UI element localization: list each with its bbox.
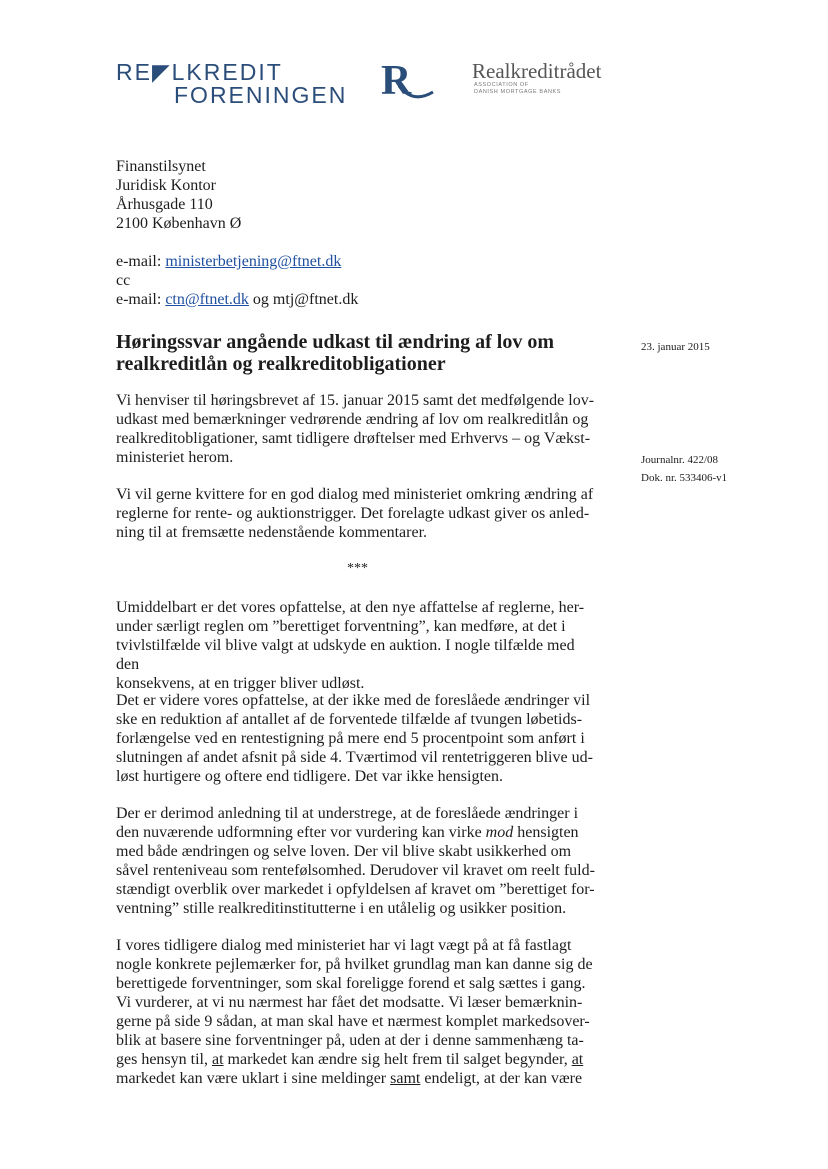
text-line: gerne på side 9 sådan, at man skal have et nærmest komplet markedsover- [116, 1013, 590, 1030]
text-line: ske en reduktion af antallet af de forventede tilfælde af tvungen løbetids- [116, 711, 583, 728]
paragraph-6 [116, 936, 600, 1088]
text-line [116, 1069, 600, 1088]
email-label: e-mail: [116, 291, 162, 308]
address-line: 2100 København Ø [116, 215, 242, 232]
letter-date: 23. januar 2015 [641, 341, 710, 353]
email-link-ctn[interactable]: ctn@ftnet.dk [165, 291, 249, 308]
text-line: slutningen af andet afsnit på side 4. Tværtimod vil rentetriggeren blive ud- [116, 749, 593, 766]
realkreditraadet-logo [472, 60, 601, 95]
recipient-address [116, 157, 241, 233]
realkreditforeningen-logo [116, 60, 347, 106]
text-line: ministeriet herom. [116, 449, 234, 466]
text-line: løst hurtigere og oftere end tidligere. Det var ikke hensigten. [116, 768, 503, 785]
text-line: Der er derimod anledning til at understrege, at de foreslåede ændringer i [116, 805, 579, 822]
paragraph-1 [116, 391, 600, 467]
text-line: berettigede forventninger, som skal foreligge forend et salg sættes i gang. [116, 975, 586, 992]
text-line: nogle konkrete pejlemærker for, på hvilket grundlag man kan danne sig de [116, 956, 593, 973]
email-label: e-mail: [116, 253, 162, 270]
text-segment: markedet kan ændre sig helt frem til salget begynder, [227, 1051, 568, 1068]
underlined-at: at [212, 1051, 224, 1068]
emphasis-mod: mod [485, 824, 514, 841]
text-line: ventning” stille realkreditinstitutterne i en utålelig og usikker position. [116, 900, 567, 917]
journal-number: Journalnr. 422/08 [641, 454, 718, 466]
text-segment: markedet kan være uklart i sine meldinger [116, 1070, 387, 1087]
email-block [116, 252, 358, 309]
address-line: Århusgade 110 [116, 196, 213, 213]
text-line [116, 823, 600, 842]
text-line: stændigt overblik over markedet i opfyldelsen af kravet om ”berettiget for- [116, 881, 595, 898]
address-line: Finanstilsynet [116, 158, 206, 175]
text-line: under særligt reglen om ”berettiget forventning”, kan medføre, at det i [116, 618, 566, 635]
underlined-at: at [571, 1051, 584, 1068]
text-segment: ges hensyn til, [116, 1051, 208, 1068]
text-line [116, 1050, 600, 1069]
underlined-samt: samt [390, 1070, 421, 1087]
address-line: Juridisk Kontor [116, 177, 216, 194]
letter-meta [641, 451, 727, 487]
og-text: og [252, 291, 269, 308]
logo-name: Realkreditrådet [472, 59, 602, 83]
text-segment: den nuværende udformning efter vor vurdering kan virke [116, 824, 482, 841]
paragraph-4 [116, 691, 600, 786]
text-segment: endeligt, at der kan være [424, 1070, 583, 1087]
text-line: tvivlstilfælde vil blive valgt at udskyde en auktion. I nogle tilfælde med den [116, 637, 575, 673]
text-line: Det er videre vores opfattelse, at der ikke med de foreslåede ændringer vil [116, 692, 591, 709]
paragraph-5 [116, 804, 600, 918]
realkreditraadet-mark-icon [379, 58, 435, 102]
text-line: forlængelse ved en rentestigning på mere end 5 procentpoint som anført i [116, 730, 585, 747]
text-line: konsekvens, at en trigger bliver udløst. [116, 675, 365, 692]
text-line: realkreditobligationer, samt tidligere drøftelser med Erhvervs – og Vækst- [116, 430, 591, 447]
logo-sub2: DANISH MORTGAGE BANKS [474, 88, 562, 95]
text-line: reglerne for rente- og auktionstrigger. Det forelagte udkast giver os anled- [116, 505, 590, 522]
text-line: såvel renteniveau som rentefølsomhed. Derudover vil kravet om reelt fuld- [116, 862, 595, 879]
text-line: Umiddelbart er det vores opfattelse, at den nye affattelse af reglerne, her- [116, 599, 585, 616]
logo-sub1: ASSOCIATION OF [474, 82, 529, 88]
email-mtj: mtj@ftnet.dk [272, 291, 359, 308]
text-line: Vi vurderer, at vi nu nærmest har fået det modsatte. Vi læser bemærknin- [116, 994, 583, 1011]
cc-label: cc [116, 272, 131, 289]
text-line: I vores tidligere dialog med ministeriet har vi lagt vægt på at få fastlagt [116, 937, 572, 954]
paragraph-3 [116, 598, 600, 693]
text-segment: hensigten [517, 824, 579, 841]
email-link-ministerbetjening[interactable]: ministerbetjening@ftnet.dk [165, 253, 342, 270]
document-number: Dok. nr. 533406-v1 [641, 472, 728, 484]
letter-headline: Høringssvar angående udkast til ændring af lov om realkreditlån og realkreditobligationer [116, 331, 555, 375]
text-line: ning til at fremsætte nedenstående kommentarer. [116, 524, 428, 541]
text-line: udkast med bemærkninger vedrørende ændring af lov om realkreditlån og [116, 411, 589, 428]
text-line: med både ændringen og selve loven. Der vil blive skabt usikkerhed om [116, 843, 572, 860]
text-line: blik at basere sine forventninger på, uden at der i denne sammenhæng ta- [116, 1032, 584, 1049]
text-line: Vi henviser til høringsbrevet af 15. januar 2015 samt det medfølgende lov- [116, 392, 595, 409]
section-separator: *** [347, 561, 368, 576]
logo-line2: FORENINGEN [174, 82, 348, 108]
text-line: Vi vil gerne kvittere for en god dialog med ministeriet omkring ændring af [116, 486, 594, 503]
logo-line1: RE◤LKREDIT [116, 59, 283, 85]
svg-text:R: R [381, 58, 412, 102]
paragraph-2 [116, 485, 600, 542]
